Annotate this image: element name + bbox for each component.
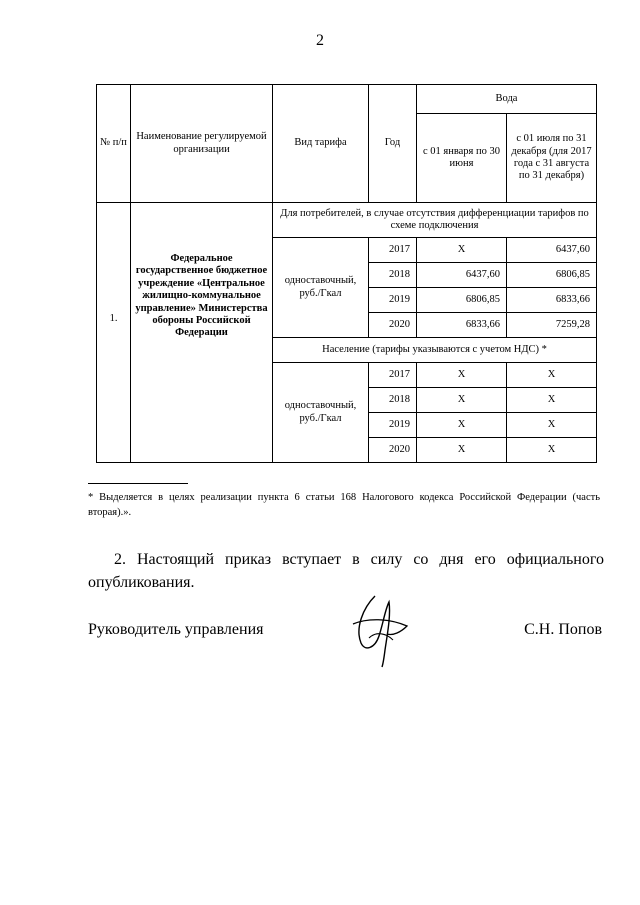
year-cell: 2020: [369, 438, 417, 463]
header-org: Наименование регулируемой организации: [131, 85, 273, 203]
year-cell: 2018: [369, 263, 417, 288]
value-cell: X: [507, 388, 597, 413]
signer-title: Руководитель управления: [88, 621, 264, 638]
section-2-tariff-type: одноставочный, руб./Гкал: [273, 363, 369, 463]
value-cell: 6806,85: [507, 263, 597, 288]
header-period-1: с 01 января по 30 июня: [417, 114, 507, 203]
value-cell: 6437,60: [417, 263, 507, 288]
tariff-table: [96, 84, 597, 463]
value-cell: X: [507, 413, 597, 438]
header-year: Год: [369, 85, 417, 203]
value-cell: 6833,66: [417, 313, 507, 338]
value-cell: 6833,66: [507, 288, 597, 313]
value-cell: 6437,60: [507, 238, 597, 263]
value-cell: 7259,28: [507, 313, 597, 338]
signature-image: [345, 588, 415, 668]
value-cell: X: [417, 438, 507, 463]
year-cell: 2019: [369, 288, 417, 313]
year-cell: 2020: [369, 313, 417, 338]
value-cell: X: [417, 363, 507, 388]
header-water: Вода: [417, 85, 597, 114]
section-1-title: Для потребителей, в случае отсутствия дифференциации тарифов по схеме подключения: [273, 203, 597, 238]
signer-name: С.Н. Попов: [524, 621, 602, 638]
section-1-tariff-type: одноставочный, руб./Гкал: [273, 238, 369, 338]
year-cell: 2017: [369, 238, 417, 263]
footnote: * Выделяется в целях реализации пункта 6 статьи 168 Налогового кодекса Российской Федерации (часть вторая).».: [88, 492, 600, 518]
row-number: 1.: [97, 203, 131, 463]
value-cell: X: [417, 238, 507, 263]
header-num: № п/п: [97, 85, 131, 203]
value-cell: X: [417, 413, 507, 438]
organization-name: Федеральное государственное бюджетное учреждение «Центральное жилищно-коммунальное управление» Министерства обороны Российской Федерации: [131, 203, 273, 463]
footnote-divider: [88, 483, 188, 484]
value-cell: X: [507, 363, 597, 388]
value-cell: X: [507, 438, 597, 463]
value-cell: X: [417, 388, 507, 413]
page-number: 2: [316, 32, 324, 49]
year-cell: 2017: [369, 363, 417, 388]
header-period-2: с 01 июля по 31 декабря (для 2017 года с 31 августа по 31 декабря): [507, 114, 597, 203]
section-2-title: Население (тарифы указываются с учетом НДС) *: [273, 338, 597, 363]
year-cell: 2019: [369, 413, 417, 438]
order-paragraph: 2. Настоящий приказ вступает в силу со дня его официального опубликования.: [88, 551, 604, 592]
header-tariff-type: Вид тарифа: [273, 85, 369, 203]
year-cell: 2018: [369, 388, 417, 413]
value-cell: 6806,85: [417, 288, 507, 313]
